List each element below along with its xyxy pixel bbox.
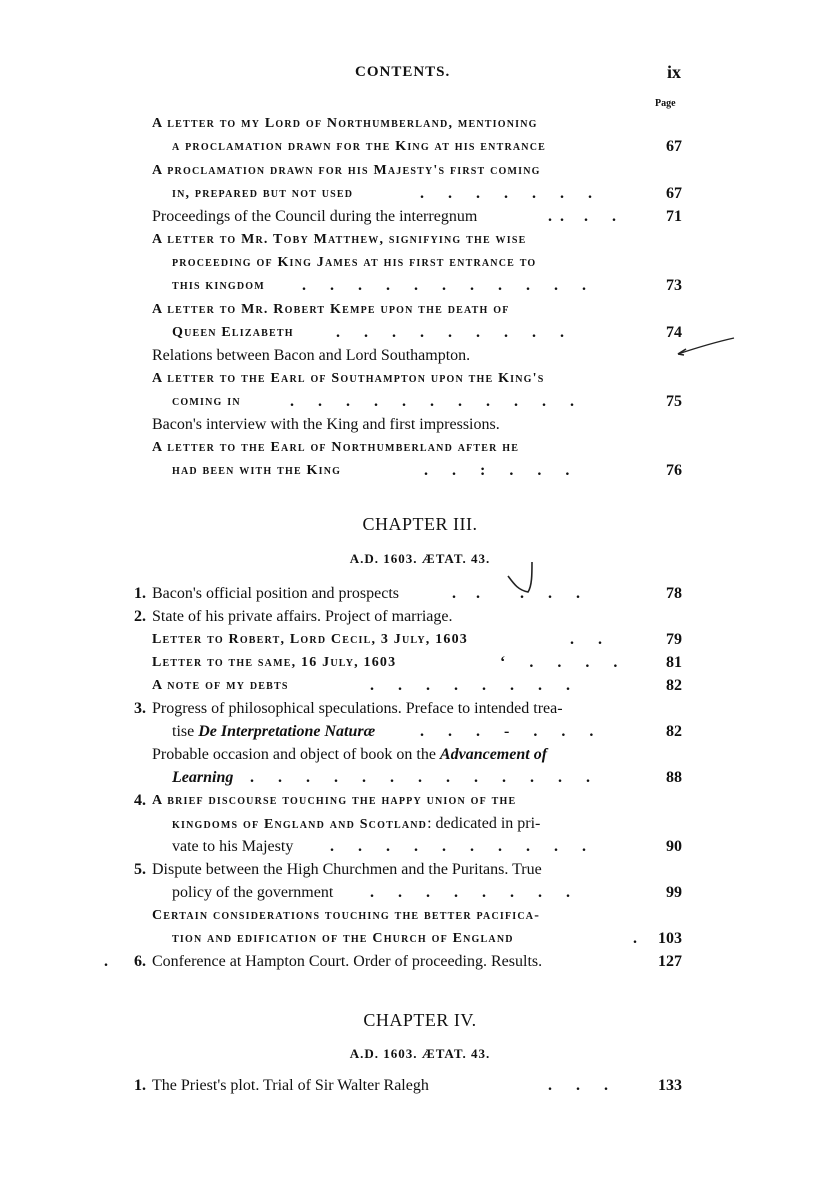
page-number: 88 [666, 769, 682, 786]
toc-entry-line: vate to his Majesty [172, 838, 294, 855]
item-number: 2. [134, 608, 146, 625]
leader-dots: . . : . . . [424, 462, 570, 479]
page-number: 133 [658, 1077, 682, 1094]
toc-entry-line: tion and edification of the Church of England [172, 931, 514, 946]
item-number: 1. [134, 1077, 146, 1094]
toc-entry-line: A letter to Mr. Toby Matthew, signifying the wise [152, 232, 527, 247]
pencil-check-mark [506, 560, 536, 596]
leader-dots: . . . . . [452, 585, 580, 602]
toc-entry-line: A letter to my Lord of Northumberland, mentioning [152, 116, 538, 131]
leader-dots: . . . . . . . . . . . [302, 277, 586, 294]
pencil-arrow-mark [676, 336, 738, 358]
running-head [0, 64, 840, 88]
toc-entry-line: State of his private affairs. Project of marriage. [152, 608, 453, 625]
toc-entry-line: Proceedings of the Council during the interregnum [152, 208, 478, 225]
page-number: 90 [666, 838, 682, 855]
page-number: 103 [658, 930, 682, 947]
toc-entry-line: Letter to the same, 16 July, 1603 [152, 655, 397, 670]
toc-entry-line: A note of my debts [152, 678, 289, 693]
margin-mark: . [104, 953, 108, 970]
item-number: 5. [134, 861, 146, 878]
page-number: 82 [666, 723, 682, 740]
toc-entry-line: coming in [172, 394, 241, 409]
entry-text: kingdoms of England and Scotland [172, 817, 428, 832]
toc-entry-line: A letter to the Earl of Northumberland after he [152, 440, 520, 455]
page-number: 67 [666, 185, 682, 202]
leader-dots: . . . . . . . [420, 185, 592, 202]
leader-dots: . . . . . . . . . . . [290, 393, 574, 410]
toc-entry-line: A letter to Mr. Robert Kempe upon the death of [152, 302, 510, 317]
page-number: 75 [666, 393, 682, 410]
toc-entry-line: Bacon's interview with the King and first impressions. [152, 416, 500, 433]
leader-dots: ‘ . . . . [500, 654, 618, 671]
leader-dots: . . . . . . . . . . [330, 838, 586, 855]
page-number: 79 [666, 631, 682, 648]
toc-entry-line [152, 743, 547, 766]
toc-entry-line: Relations between Bacon and Lord Southampton. [152, 347, 471, 364]
toc-entry-line: Queen Elizabeth [172, 325, 294, 340]
page-number: 81 [666, 654, 682, 671]
leader-dots: . [633, 930, 637, 947]
toc-entry-line: policy of the government [172, 884, 334, 901]
toc-entry-line: in, prepared but not used [172, 186, 354, 201]
toc-entry-line: A proclamation drawn for his Majesty's first coming [152, 163, 541, 178]
running-title: CONTENTS. [355, 64, 451, 80]
chapter-heading: CHAPTER IV. [363, 1010, 477, 1030]
page-number: 99 [666, 884, 682, 901]
leader-dots: . . . . . . . . . [336, 324, 564, 341]
leader-dots: . . . . . . . . [370, 884, 570, 901]
page-number: 71 [666, 208, 682, 225]
item-number: 1. [134, 585, 146, 602]
toc-entry-line: proceeding of King James at his first entrance to [172, 255, 537, 270]
toc-entry-line [172, 812, 540, 836]
toc-entry-line: A brief discourse touching the happy union of the [152, 793, 517, 808]
page-number: 73 [666, 277, 682, 294]
leader-dots: . . [570, 631, 602, 648]
leader-dots: . . . [548, 1077, 608, 1094]
page-number: 76 [666, 462, 682, 479]
toc-entry-line: Learning [172, 769, 234, 786]
page-number: 82 [666, 677, 682, 694]
toc-entry-line: Conference at Hampton Court. Order of proceeding. Results. [152, 953, 543, 970]
leader-dots: . . . . . . . . . . . . . [250, 769, 590, 786]
item-number: 6. [134, 953, 146, 970]
page-number: 74 [666, 324, 682, 341]
chapter-dateline: A.D. 1603. ÆTAT. 43. [349, 1046, 491, 1061]
page-number: 78 [666, 585, 682, 602]
toc-entry-line: this kingdom [172, 278, 265, 293]
page-column-label: Page [655, 98, 676, 109]
toc-entry-line: The Priest's plot. Trial of Sir Walter Ralegh [152, 1077, 429, 1094]
entry-text: tise [172, 723, 199, 740]
toc-entry-line: Dispute between the High Churchmen and the Puritans. True [152, 861, 542, 878]
toc-entry-line: Progress of philosophical speculations. Preface to intended trea- [152, 700, 563, 717]
toc-entry-line: Letter to Robert, Lord Cecil, 3 July, 1603 [152, 632, 468, 647]
page-number: 127 [658, 953, 682, 970]
toc-entry-line: Certain considerations touching the better pacifica- [152, 908, 541, 923]
toc-entry-line: had been with the King [172, 463, 342, 478]
leader-dots: . . . . . . . . [370, 677, 570, 694]
item-number: 4. [134, 792, 146, 809]
folio-number: ix [667, 62, 682, 82]
book-title: De Interpretatione Naturæ [198, 723, 376, 740]
book-title: Advancement of [439, 746, 548, 763]
toc-entry-line [172, 720, 375, 743]
item-number: 3. [134, 700, 146, 717]
leader-dots: . . . . [548, 208, 616, 225]
toc-entry-line: A letter to the Earl of Southampton upon the King's [152, 371, 545, 386]
toc-entry-line: Bacon's official position and prospects [152, 585, 399, 602]
entry-text: : dedicated in pri- [427, 815, 541, 832]
toc-entry-line: a proclamation drawn for the King at his entrance [172, 139, 547, 154]
entry-text: Probable occasion and object of book on the [152, 746, 440, 763]
leader-dots: . . . - . . . [420, 723, 594, 740]
chapter-heading: CHAPTER III. [362, 514, 478, 534]
chapter-dateline: A.D. 1603. ÆTAT. 43. [349, 551, 491, 566]
page-number: 67 [666, 138, 682, 155]
